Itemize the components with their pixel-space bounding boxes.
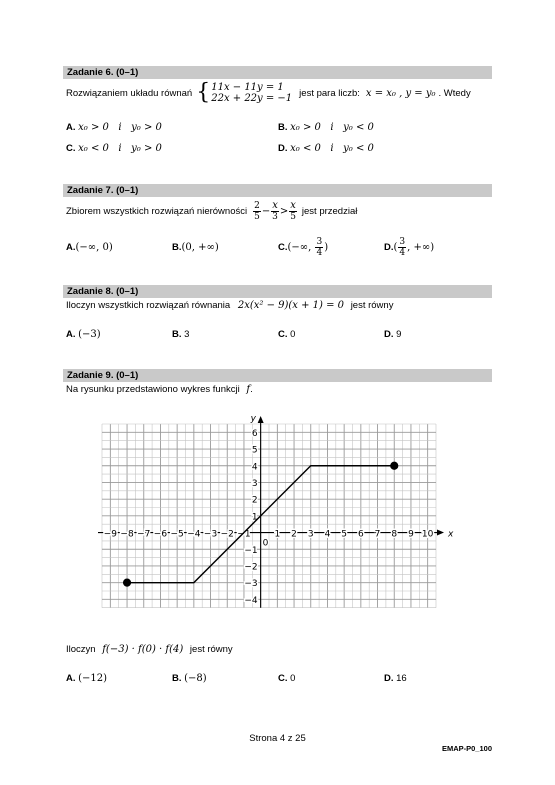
option-text: (−∞, [287, 241, 315, 253]
numerator: 3 [399, 236, 406, 247]
task9-option-a[interactable] [66, 673, 107, 684]
option-label: D. [384, 241, 394, 253]
task7-header: Zadanie 7. (0–1) [63, 184, 492, 197]
task7-option-c[interactable] [278, 235, 328, 259]
y-tick-label: −3 [244, 579, 258, 590]
task7-end: jest przedział [301, 205, 358, 217]
fraction [289, 201, 297, 222]
option-text: , +∞) [407, 241, 435, 253]
task6-eq2: 22x + 22y = −1 [211, 93, 293, 104]
x-tick-label: 1 [274, 529, 281, 540]
x-tick-label: 5 [341, 529, 348, 540]
x-tick-label: −2 [220, 529, 234, 540]
option-text: 0 [290, 329, 296, 340]
x-axis-arrow-icon [437, 530, 444, 536]
denominator: 5 [290, 211, 296, 222]
x-tick-label: −8 [120, 529, 134, 540]
y-tick-label: 6 [251, 428, 258, 439]
denominator: 3 [272, 211, 278, 222]
task6-prompt: Rozwiązaniem układu równań [66, 87, 193, 99]
option-text: (−∞, 0) [75, 241, 113, 253]
option-label: D. [278, 143, 288, 154]
option-text: 9 [396, 329, 402, 340]
option-text: (−12) [78, 673, 108, 684]
task8-prompt-line [66, 300, 393, 311]
task7-prompt: Zbiorem wszystkich rozwiązań nierówności [66, 205, 248, 217]
task6-option-d[interactable] [278, 143, 374, 154]
option-text: (0, +∞) [181, 241, 219, 253]
task9-question-post: jest równy [189, 644, 233, 655]
option-text: x₀ > 0 i y₀ < 0 [290, 122, 374, 133]
task9-prompt-line: Na rysunku przedstawiono wykres funkcji f. [66, 384, 253, 395]
task6-prompt-line [66, 80, 471, 106]
option-label: B. [172, 329, 182, 340]
option-label: A. [66, 329, 76, 340]
x-tick-label: 6 [357, 529, 364, 540]
x-tick-label: 10 [421, 529, 434, 540]
x-tick-label: −6 [153, 529, 168, 540]
y-tick-label: 5 [251, 445, 258, 456]
option-label: C. [278, 673, 288, 684]
option-label: D. [384, 673, 394, 684]
y-tick-label: 4 [251, 462, 258, 473]
option-text: x₀ < 0 i y₀ > 0 [78, 143, 162, 154]
task8-option-a[interactable] [66, 329, 101, 340]
task9-option-d[interactable] [384, 673, 407, 684]
task7-prompt-line [66, 198, 357, 224]
task9-prompt: Na rysunku przedstawiono wykres funkcji [66, 384, 240, 395]
task6-end: . Wtedy [438, 87, 471, 99]
option-text: 0 [290, 673, 296, 684]
option-label: C. [66, 143, 76, 154]
axes [98, 414, 454, 608]
y-axis-label: y [250, 414, 256, 424]
numerator: x [272, 199, 278, 211]
option-label: B. [278, 122, 288, 133]
option-text: ( [393, 241, 398, 253]
x-tick-label: 3 [307, 529, 314, 540]
x-tick-label: 4 [324, 529, 331, 540]
endpoint-dot [123, 579, 130, 586]
x-axis-label: x [448, 529, 454, 540]
task8-option-d[interactable] [384, 329, 401, 340]
x-tick-label: −7 [137, 529, 151, 540]
option-text: x₀ > 0 i y₀ > 0 [78, 122, 162, 133]
option-text: 3 [184, 329, 190, 340]
y-tick-label: 1 [251, 512, 258, 523]
option-text: ) [324, 241, 329, 253]
task8-option-c[interactable] [278, 329, 295, 340]
task7-option-b[interactable] [172, 238, 219, 256]
x-tick-label: −4 [187, 529, 201, 540]
option-label: A. [66, 241, 76, 253]
greater-than-sign: > [279, 205, 289, 217]
y-tick-label: −1 [244, 545, 258, 556]
equation-system [196, 82, 292, 104]
y-tick-label: −2 [244, 562, 258, 573]
option-label: D. [384, 329, 394, 340]
task8-prompt: Iloczyn wszystkich rozwiązań równania [66, 300, 231, 311]
x-tick-label: −5 [170, 529, 184, 540]
x-tick-label: 8 [391, 529, 398, 540]
numerator: 3 [316, 236, 323, 247]
task8-equation: 2x(x² − 9)(x + 1) = 0 [237, 300, 345, 311]
option-label: C. [278, 329, 288, 340]
task7-option-a[interactable] [66, 238, 113, 256]
task6-option-a[interactable] [66, 122, 162, 133]
numerator: 2 [254, 200, 260, 211]
y-tick-label: 2 [251, 495, 258, 506]
x-tick-label: −9 [103, 529, 117, 540]
denominator: 4 [399, 247, 406, 258]
denominator: 5 [254, 211, 260, 222]
task8-header: Zadanie 8. (0–1) [63, 285, 492, 298]
fraction [315, 237, 323, 258]
option-text: 16 [396, 673, 407, 684]
task9-func: f [246, 384, 251, 395]
option-label: C. [278, 241, 288, 253]
task8-option-b[interactable] [172, 329, 189, 340]
task6-mid: jest para liczb: [299, 87, 360, 99]
x-tick-label: 7 [374, 529, 381, 540]
grid [102, 424, 436, 608]
task9-question-line [66, 644, 233, 655]
y-tick-label: 3 [251, 478, 258, 489]
task9-option-b[interactable] [172, 673, 207, 684]
x-tick-label: 9 [408, 529, 414, 540]
option-label: A. [66, 673, 76, 684]
task6-eq1: 11x − 11y = 1 [211, 82, 284, 93]
fraction [271, 201, 279, 222]
option-label: A. [66, 122, 76, 133]
denominator: 4 [316, 247, 323, 258]
fraction [253, 201, 261, 222]
endpoint-dot [391, 462, 398, 469]
minus-sign: − [261, 205, 271, 217]
x-tick-label: −1 [237, 529, 251, 540]
x-tick-label: 0 [262, 538, 269, 549]
task6-option-b[interactable] [278, 122, 374, 133]
task7-option-d[interactable] [384, 235, 434, 259]
option-label: B. [172, 241, 182, 253]
x-tick-label: 2 [291, 529, 297, 540]
task8-end: jest równy [350, 300, 394, 311]
document-code: EMAP-P0_100 [441, 744, 492, 753]
numerator: x [290, 199, 296, 211]
function-graph [90, 412, 465, 617]
task6-header: Zadanie 6. (0–1) [63, 66, 492, 79]
tick-labels [104, 429, 434, 606]
task6-pair: x = x₀ , y = y₀ [365, 87, 436, 99]
y-axis-arrow-icon [258, 416, 264, 423]
page-number: Strona 4 z 25 [249, 733, 306, 744]
option-text: (−8) [184, 673, 207, 684]
task9-question-pre: Iloczyn [66, 644, 96, 655]
option-label: B. [172, 673, 182, 684]
brace-icon: { [196, 80, 211, 105]
task6-option-c[interactable] [66, 143, 162, 154]
option-text: x₀ < 0 i y₀ < 0 [290, 143, 374, 154]
task9-option-c[interactable] [278, 673, 295, 684]
y-tick-label: −4 [244, 595, 258, 606]
task9-question-expr: f(−3) · f(0) · f(4) [102, 644, 184, 655]
x-tick-label: −3 [203, 529, 218, 540]
option-text: (−3) [78, 329, 101, 340]
fraction [398, 237, 406, 258]
task9-header: Zadanie 9. (0–1) [63, 369, 492, 382]
